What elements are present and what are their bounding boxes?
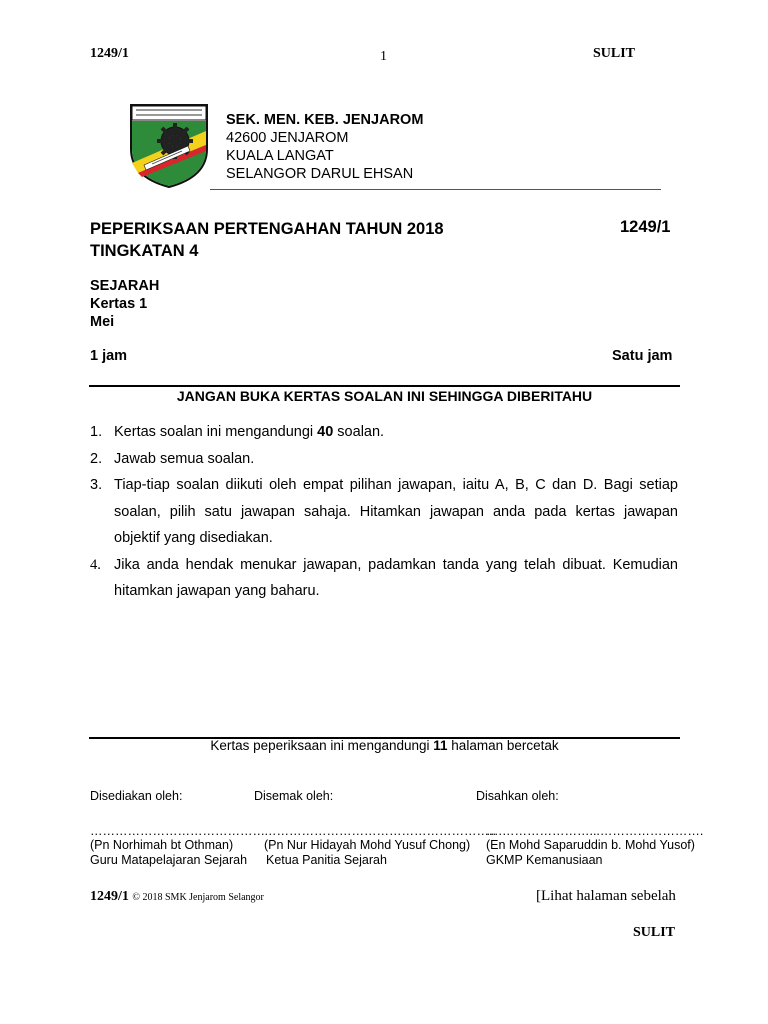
exam-code: 1249/1 xyxy=(620,218,671,236)
duration-short: 1 jam xyxy=(90,348,128,364)
pages-note xyxy=(89,738,680,753)
signature-title: GKMP Kemanusiaan xyxy=(486,852,603,867)
signature-role: Disemak oleh: xyxy=(254,789,334,803)
page-number: 1 xyxy=(380,49,387,64)
address-line-2: KUALA LANGAT xyxy=(226,148,334,164)
exam-form: TINGKATAN 4 xyxy=(90,242,199,260)
footer-code: 1249/1 xyxy=(90,889,129,904)
signature-name: (Pn Norhimah bt Othman) xyxy=(90,838,234,852)
school-logo xyxy=(128,103,210,189)
exam-month: Mei xyxy=(90,314,115,330)
signature-prepared xyxy=(90,789,265,867)
signature-name: (En Mohd Saparuddin b. Mohd Yusof) xyxy=(486,838,695,852)
school-address-block xyxy=(226,111,423,183)
instruction-text: Jawab semua soalan. xyxy=(114,450,255,467)
instruction-text: Kertas soalan ini mengandungi xyxy=(114,424,318,440)
warning-top-rule xyxy=(89,385,680,387)
instruction-item xyxy=(90,446,678,473)
instruction-number: 3. xyxy=(90,477,103,493)
instruction-item xyxy=(90,472,678,552)
footer-code-block xyxy=(90,889,264,905)
next-page-note: [Lihat halaman sebelah xyxy=(536,888,676,904)
exam-title: PEPERIKSAAN PERTENGAHAN TAHUN 2018 xyxy=(90,220,444,238)
address-line-3: SELANGOR DARUL EHSAN xyxy=(226,166,414,182)
duration-words: Satu jam xyxy=(612,348,673,364)
signature-line: ….…………………...……………………. xyxy=(486,823,704,838)
signature-approved xyxy=(476,789,703,867)
signature-role: Disahkan oleh: xyxy=(476,789,559,803)
signature-line: …………………………………… xyxy=(90,823,265,838)
instruction-number: 2. xyxy=(90,450,103,467)
instructions-list xyxy=(90,419,678,605)
pages-note-text-end: halaman bercetak xyxy=(447,738,559,753)
exam-title-block xyxy=(90,218,444,262)
instruction-item xyxy=(90,552,678,605)
signature-title: Guru Matapelajaran Sejarah xyxy=(90,852,248,867)
instruction-item xyxy=(90,419,678,446)
paper-number: Kertas 1 xyxy=(90,296,148,312)
signature-checked xyxy=(254,789,496,867)
footer-copyright: © 2018 SMK Jenjarom Selangor xyxy=(132,892,264,903)
page-count: 11 xyxy=(433,738,448,753)
question-count: 40 xyxy=(317,424,334,440)
header-code: 1249/1 xyxy=(90,46,129,61)
instruction-number: 1. xyxy=(90,424,103,440)
pages-note-text: Kertas peperiksaan ini mengandungi xyxy=(210,738,434,753)
signature-name: (Pn Nur Hidayah Mohd Yusuf Chong) xyxy=(264,838,471,852)
instruction-number: 4. xyxy=(90,556,101,573)
address-line-1: 42600 JENJAROM xyxy=(226,130,349,146)
subject-block xyxy=(90,277,159,331)
warning-notice: JANGAN BUKA KERTAS SOALAN INI SEHINGGA DIBERITAHU xyxy=(176,388,593,404)
instruction-text: Jika anda hendak menukar jawapan, padamkan tanda yang telah dibuat. Kemudian hitamkan jawapan yang baharu. xyxy=(114,556,678,599)
school-name: SEK. MEN. KEB. JENJAROM xyxy=(226,112,424,128)
subject-name: SEJARAH xyxy=(90,278,160,294)
header-classification: SULIT xyxy=(593,46,636,61)
signature-role: Disediakan oleh: xyxy=(90,789,183,803)
instruction-text: Tiap-tiap soalan diikuti oleh empat pilihan jawapan, iaitu A, B, C dan D. Bagi setiap soalan, pilih satu jawapan sahaja. Hitamkan jawapan anda pada kertas jawapan objektif yang disediakan. xyxy=(114,477,678,546)
instruction-text-end: soalan. xyxy=(333,424,385,440)
school-divider xyxy=(210,189,661,190)
footer-classification: SULIT xyxy=(633,925,676,940)
signature-line: ……………………………………………….. xyxy=(264,823,496,838)
signature-title: Ketua Panitia Sejarah xyxy=(266,852,387,867)
